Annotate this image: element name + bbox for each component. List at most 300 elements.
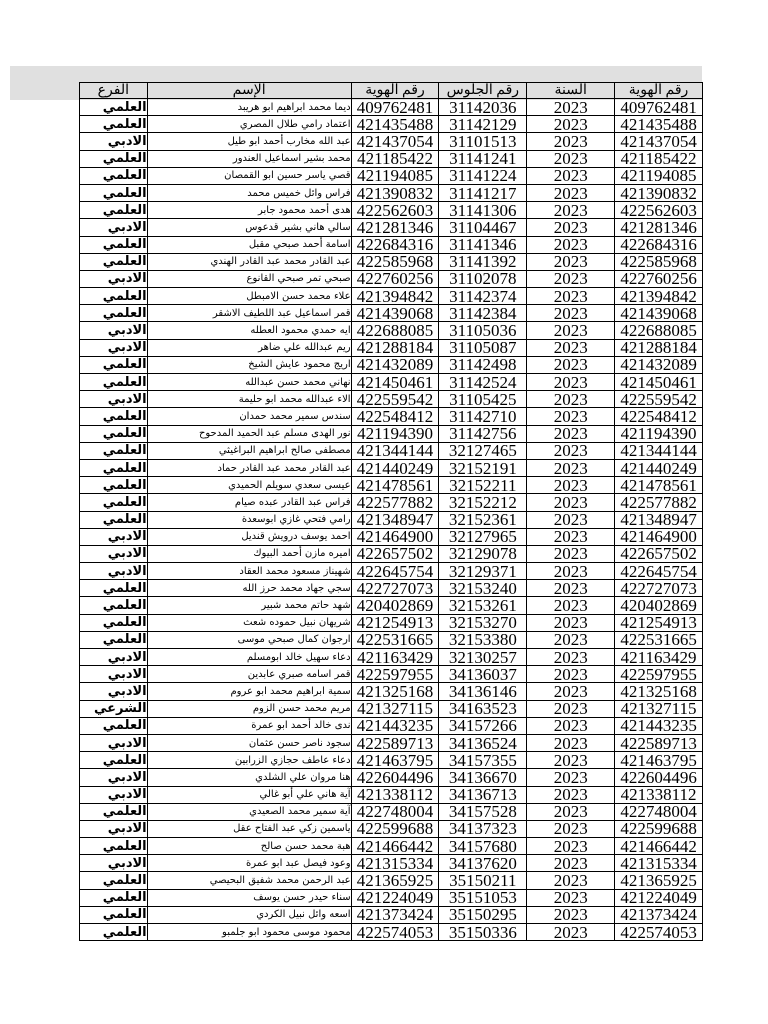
- cell-seat-number: 31105087: [439, 339, 527, 356]
- cell-branch: العلمي: [80, 356, 148, 373]
- table-row: [80, 511, 703, 528]
- cell-name: اسعه وائل نبيل الكردي: [147, 906, 351, 923]
- cell-id-number-2: 422574053: [615, 924, 703, 941]
- cell-branch: الادبي: [80, 528, 148, 545]
- cell-seat-number: 32152211: [439, 477, 527, 494]
- cell-id-number-2: 422604496: [615, 769, 703, 786]
- table-row: [80, 322, 703, 339]
- cell-year: 2023: [527, 184, 615, 201]
- table-row: [80, 477, 703, 494]
- cell-name: سالي هاني بشير قدعوس: [147, 219, 351, 236]
- cell-seat-number: 31142036: [439, 99, 527, 116]
- cell-year: 2023: [527, 511, 615, 528]
- cell-name: ياسمين زكي عبد الفتاح عقل: [147, 820, 351, 837]
- table-row: [80, 459, 703, 476]
- header-branch: الفرع: [80, 83, 148, 99]
- cell-branch: العلمي: [80, 253, 148, 270]
- cell-branch: العلمي: [80, 236, 148, 253]
- cell-id-number: 422574053: [351, 924, 439, 941]
- table-row: [80, 580, 703, 597]
- cell-id-number-2: 421325168: [615, 683, 703, 700]
- cell-seat-number: 35150336: [439, 924, 527, 941]
- cell-branch: العلمي: [80, 580, 148, 597]
- cell-branch: الادبي: [80, 666, 148, 683]
- cell-seat-number: 31142129: [439, 116, 527, 133]
- cell-year: 2023: [527, 786, 615, 803]
- cell-year: 2023: [527, 528, 615, 545]
- cell-id-number: 422559542: [351, 391, 439, 408]
- table-row: [80, 820, 703, 837]
- cell-year: 2023: [527, 253, 615, 270]
- cell-id-number-2: 421440249: [615, 459, 703, 476]
- cell-seat-number: 31142756: [439, 425, 527, 442]
- cell-id-number-2: 422684316: [615, 236, 703, 253]
- cell-id-number-2: 421281346: [615, 219, 703, 236]
- cell-name: شهد حاتم محمد شبير: [147, 597, 351, 614]
- cell-seat-number: 35150211: [439, 872, 527, 889]
- cell-id-number-2: 421365925: [615, 872, 703, 889]
- cell-seat-number: 32153240: [439, 580, 527, 597]
- cell-id-number: 422727073: [351, 580, 439, 597]
- cell-year: 2023: [527, 889, 615, 906]
- table-row: [80, 236, 703, 253]
- cell-id-number: 421440249: [351, 459, 439, 476]
- cell-seat-number: 34136146: [439, 683, 527, 700]
- table-row: [80, 116, 703, 133]
- cell-id-number-2: 421185422: [615, 150, 703, 167]
- table-row: [80, 924, 703, 941]
- cell-id-number: 422645754: [351, 563, 439, 580]
- cell-name: ريم عبدالله علي ضاهر: [147, 339, 351, 356]
- cell-branch: العلمي: [80, 184, 148, 201]
- cell-name: محمود موسى محمود ابو جلمبو: [147, 924, 351, 941]
- table-row: [80, 494, 703, 511]
- cell-name: دعاء عاطف حجازي الزرابين: [147, 752, 351, 769]
- cell-id-number-2: 422645754: [615, 563, 703, 580]
- cell-seat-number: 35150295: [439, 906, 527, 923]
- table-row: [80, 253, 703, 270]
- cell-id-number-2: 421315334: [615, 855, 703, 872]
- cell-year: 2023: [527, 906, 615, 923]
- cell-year: 2023: [527, 580, 615, 597]
- table-row: [80, 563, 703, 580]
- cell-id-number-2: 421394842: [615, 288, 703, 305]
- cell-seat-number: 31141306: [439, 202, 527, 219]
- cell-seat-number: 34136713: [439, 786, 527, 803]
- cell-id-number: 421365925: [351, 872, 439, 889]
- cell-name: فراس عبد القادر عبده صيام: [147, 494, 351, 511]
- cell-id-number-2: 421288184: [615, 339, 703, 356]
- cell-id-number-2: 421464900: [615, 528, 703, 545]
- header-name: الإسم: [147, 83, 351, 99]
- cell-name: سندس سمير محمد حمدان: [147, 408, 351, 425]
- cell-branch: العلمي: [80, 924, 148, 941]
- cell-name: هبة محمد حسن صالح: [147, 838, 351, 855]
- cell-branch: العلمي: [80, 425, 148, 442]
- cell-id-number-2: 421466442: [615, 838, 703, 855]
- cell-name: فراس وائل خميس محمد: [147, 184, 351, 201]
- table-row: [80, 597, 703, 614]
- cell-branch: الادبي: [80, 391, 148, 408]
- cell-year: 2023: [527, 649, 615, 666]
- cell-seat-number: 31141224: [439, 167, 527, 184]
- results-table: [79, 82, 703, 941]
- cell-branch: الادبي: [80, 855, 148, 872]
- cell-id-number: 422688085: [351, 322, 439, 339]
- cell-branch: الادبي: [80, 219, 148, 236]
- cell-year: 2023: [527, 924, 615, 941]
- cell-branch: الادبي: [80, 270, 148, 287]
- cell-id-number: 421437054: [351, 133, 439, 150]
- cell-name: آية هاني علي أبو غالي: [147, 786, 351, 803]
- cell-seat-number: 31141241: [439, 150, 527, 167]
- cell-name: ارجوان كمال صبحي موسى: [147, 631, 351, 648]
- cell-branch: العلمي: [80, 288, 148, 305]
- cell-year: 2023: [527, 683, 615, 700]
- cell-name: عيسى سعدي سويلم الحميدي: [147, 477, 351, 494]
- cell-branch: الادبي: [80, 133, 148, 150]
- cell-name: عبد الرحمن محمد شفيق البحيصي: [147, 872, 351, 889]
- cell-id-number-2: 421338112: [615, 786, 703, 803]
- table-row: [80, 425, 703, 442]
- cell-id-number-2: 421390832: [615, 184, 703, 201]
- table-row: [80, 803, 703, 820]
- cell-seat-number: 32127465: [439, 442, 527, 459]
- header-seat-number: رقم الجلوس: [439, 83, 527, 99]
- cell-seat-number: 35151053: [439, 889, 527, 906]
- cell-id-number: 421288184: [351, 339, 439, 356]
- cell-year: 2023: [527, 305, 615, 322]
- cell-name: هنا مروان علي الشلدي: [147, 769, 351, 786]
- cell-id-number: 421185422: [351, 150, 439, 167]
- cell-id-number-2: 422577882: [615, 494, 703, 511]
- cell-id-number: 422760256: [351, 270, 439, 287]
- cell-year: 2023: [527, 666, 615, 683]
- cell-id-number: 422748004: [351, 803, 439, 820]
- cell-year: 2023: [527, 717, 615, 734]
- cell-name: اسامة أحمد صبحي مقبل: [147, 236, 351, 253]
- cell-year: 2023: [527, 270, 615, 287]
- cell-seat-number: 31142498: [439, 356, 527, 373]
- table-row: [80, 855, 703, 872]
- cell-id-number: 422599688: [351, 820, 439, 837]
- cell-name: قمر اسامه صبري عابدين: [147, 666, 351, 683]
- table-row: [80, 305, 703, 322]
- cell-id-number-2: 421344144: [615, 442, 703, 459]
- table-row: [80, 408, 703, 425]
- cell-branch: العلمي: [80, 459, 148, 476]
- cell-branch: الادبي: [80, 545, 148, 562]
- table-row: [80, 288, 703, 305]
- cell-id-number: 421344144: [351, 442, 439, 459]
- cell-seat-number: 34157266: [439, 717, 527, 734]
- header-year: السنة: [527, 83, 615, 99]
- cell-name: عبد القادر محمد عبد القادر الهندي: [147, 253, 351, 270]
- cell-id-number: 421281346: [351, 219, 439, 236]
- table-row: [80, 614, 703, 631]
- cell-branch: العلمي: [80, 374, 148, 391]
- cell-name: دعاء سهيل خالد ابومسلم: [147, 649, 351, 666]
- cell-id-number-2: 409762481: [615, 99, 703, 116]
- cell-branch: العلمي: [80, 803, 148, 820]
- cell-id-number-2: 422599688: [615, 820, 703, 837]
- table-row: [80, 889, 703, 906]
- cell-branch: الادبي: [80, 734, 148, 751]
- cell-id-number: 421348947: [351, 511, 439, 528]
- cell-id-number: 421432089: [351, 356, 439, 373]
- cell-year: 2023: [527, 133, 615, 150]
- cell-id-number: 421194390: [351, 425, 439, 442]
- cell-name: ديما محمد ابراهيم ابو هريبد: [147, 99, 351, 116]
- cell-seat-number: 34136670: [439, 769, 527, 786]
- cell-id-number: 421327115: [351, 700, 439, 717]
- cell-id-number-2: 421432089: [615, 356, 703, 373]
- cell-id-number: 421163429: [351, 649, 439, 666]
- cell-id-number-2: 422657502: [615, 545, 703, 562]
- cell-year: 2023: [527, 442, 615, 459]
- cell-id-number-2: 422531665: [615, 631, 703, 648]
- cell-id-number-2: 422597955: [615, 666, 703, 683]
- cell-seat-number: 34157528: [439, 803, 527, 820]
- cell-id-number-2: 422589713: [615, 734, 703, 751]
- cell-id-number-2: 422748004: [615, 803, 703, 820]
- cell-seat-number: 31104467: [439, 219, 527, 236]
- cell-branch: العلمي: [80, 494, 148, 511]
- cell-branch: العلمي: [80, 752, 148, 769]
- cell-seat-number: 31105425: [439, 391, 527, 408]
- cell-seat-number: 32153261: [439, 597, 527, 614]
- cell-id-number-2: 422562603: [615, 202, 703, 219]
- cell-id-number-2: 420402869: [615, 597, 703, 614]
- cell-id-number-2: 421327115: [615, 700, 703, 717]
- table-row: [80, 666, 703, 683]
- cell-name: هدى أحمد محمود جابر: [147, 202, 351, 219]
- cell-id-number: 422577882: [351, 494, 439, 511]
- cell-name: سجود ناصر حسن عثمان: [147, 734, 351, 751]
- cell-seat-number: 31142374: [439, 288, 527, 305]
- cell-id-number-2: 421437054: [615, 133, 703, 150]
- table-row: [80, 752, 703, 769]
- cell-name: قمر اسماعيل عبد اللطيف الاشقر: [147, 305, 351, 322]
- cell-id-number: 422684316: [351, 236, 439, 253]
- cell-name: محمد بشير اسماعيل العندور: [147, 150, 351, 167]
- cell-seat-number: 32152361: [439, 511, 527, 528]
- cell-name: سمية ابراهيم محمد ابو عروم: [147, 683, 351, 700]
- cell-seat-number: 31142710: [439, 408, 527, 425]
- cell-id-number: 422597955: [351, 666, 439, 683]
- cell-year: 2023: [527, 734, 615, 751]
- cell-id-number-2: 421373424: [615, 906, 703, 923]
- cell-year: 2023: [527, 752, 615, 769]
- cell-id-number: 421463795: [351, 752, 439, 769]
- cell-id-number-2: 421194390: [615, 425, 703, 442]
- cell-name: علاء محمد حسن الامبطل: [147, 288, 351, 305]
- cell-id-number: 422604496: [351, 769, 439, 786]
- table-row: [80, 872, 703, 889]
- cell-branch: العلمي: [80, 116, 148, 133]
- cell-id-number-2: 421194085: [615, 167, 703, 184]
- cell-id-number: 421466442: [351, 838, 439, 855]
- header-row: [80, 83, 703, 99]
- cell-name: شهيناز مسعود محمد العقاد: [147, 563, 351, 580]
- cell-id-number-2: 422559542: [615, 391, 703, 408]
- cell-id-number: 421464900: [351, 528, 439, 545]
- cell-branch: العلمي: [80, 477, 148, 494]
- table-row: [80, 734, 703, 751]
- cell-seat-number: 34136524: [439, 734, 527, 751]
- cell-year: 2023: [527, 288, 615, 305]
- table-row: [80, 356, 703, 373]
- cell-year: 2023: [527, 459, 615, 476]
- cell-year: 2023: [527, 872, 615, 889]
- cell-seat-number: 31142524: [439, 374, 527, 391]
- cell-branch: الادبي: [80, 563, 148, 580]
- cell-branch: العلمي: [80, 614, 148, 631]
- cell-year: 2023: [527, 597, 615, 614]
- table-row: [80, 786, 703, 803]
- cell-year: 2023: [527, 322, 615, 339]
- cell-id-number: 409762481: [351, 99, 439, 116]
- cell-branch: العلمي: [80, 99, 148, 116]
- cell-id-number-2: 421224049: [615, 889, 703, 906]
- cell-branch: العلمي: [80, 717, 148, 734]
- cell-name: اعتماد رامي طلال المصري: [147, 116, 351, 133]
- cell-branch: الادبي: [80, 649, 148, 666]
- cell-id-number: 421325168: [351, 683, 439, 700]
- cell-id-number-2: 422760256: [615, 270, 703, 287]
- cell-name: وعود فيصل عبد ابو عمرة: [147, 855, 351, 872]
- cell-name: عبد القادر محمد عبد القادر حماد: [147, 459, 351, 476]
- cell-branch: العلمي: [80, 631, 148, 648]
- cell-id-number: 421439068: [351, 305, 439, 322]
- cell-branch: العلمي: [80, 889, 148, 906]
- cell-id-number: 421478561: [351, 477, 439, 494]
- cell-name: نور الهدى مسلم عبد الحميد المدحوح: [147, 425, 351, 442]
- cell-seat-number: 34137620: [439, 855, 527, 872]
- cell-branch: العلمي: [80, 408, 148, 425]
- cell-branch: العلمي: [80, 597, 148, 614]
- header-id-number: رقم الهوية: [351, 83, 439, 99]
- cell-branch: الشرعي: [80, 700, 148, 717]
- cell-id-number-2: 422688085: [615, 322, 703, 339]
- cell-branch: الادبي: [80, 339, 148, 356]
- cell-name: شريهان نبيل حموده شعث: [147, 614, 351, 631]
- cell-seat-number: 32130257: [439, 649, 527, 666]
- cell-seat-number: 32127965: [439, 528, 527, 545]
- cell-year: 2023: [527, 631, 615, 648]
- header-id-number-2: رقم الهوية: [615, 83, 703, 99]
- cell-id-number-2: 422585968: [615, 253, 703, 270]
- cell-name: نهاني محمد حسن عبدالله: [147, 374, 351, 391]
- cell-id-number: 421224049: [351, 889, 439, 906]
- cell-year: 2023: [527, 150, 615, 167]
- table-row: [80, 391, 703, 408]
- cell-year: 2023: [527, 838, 615, 855]
- cell-id-number-2: 421463795: [615, 752, 703, 769]
- cell-seat-number: 31142384: [439, 305, 527, 322]
- table-row: [80, 700, 703, 717]
- cell-year: 2023: [527, 477, 615, 494]
- cell-id-number-2: 421439068: [615, 305, 703, 322]
- cell-seat-number: 32152212: [439, 494, 527, 511]
- cell-id-number: 422585968: [351, 253, 439, 270]
- table-row: [80, 219, 703, 236]
- cell-year: 2023: [527, 374, 615, 391]
- cell-year: 2023: [527, 700, 615, 717]
- cell-name: سناء حيدر حسن يوسف: [147, 889, 351, 906]
- table-row: [80, 133, 703, 150]
- cell-id-number-2: 421443235: [615, 717, 703, 734]
- cell-id-number: 422657502: [351, 545, 439, 562]
- table-row: [80, 838, 703, 855]
- cell-year: 2023: [527, 219, 615, 236]
- cell-id-number: 421450461: [351, 374, 439, 391]
- cell-id-number: 421394842: [351, 288, 439, 305]
- cell-year: 2023: [527, 116, 615, 133]
- table-row: [80, 184, 703, 201]
- cell-id-number: 422562603: [351, 202, 439, 219]
- cell-branch: العلمي: [80, 872, 148, 889]
- cell-seat-number: 32153380: [439, 631, 527, 648]
- cell-name: احمد يوسف درويش قنديل: [147, 528, 351, 545]
- table-row: [80, 202, 703, 219]
- cell-branch: العلمي: [80, 305, 148, 322]
- cell-name: رامي فتحي غازي ابوسعدة: [147, 511, 351, 528]
- cell-name: الاء عبدالله محمد ابو حليمة: [147, 391, 351, 408]
- cell-year: 2023: [527, 425, 615, 442]
- cell-id-number-2: 421450461: [615, 374, 703, 391]
- cell-name: صبحي تمر صبحي القانوع: [147, 270, 351, 287]
- cell-year: 2023: [527, 167, 615, 184]
- cell-year: 2023: [527, 563, 615, 580]
- cell-year: 2023: [527, 236, 615, 253]
- cell-seat-number: 32153270: [439, 614, 527, 631]
- cell-year: 2023: [527, 803, 615, 820]
- table-row: [80, 649, 703, 666]
- cell-year: 2023: [527, 356, 615, 373]
- cell-branch: العلمي: [80, 838, 148, 855]
- table-row: [80, 99, 703, 116]
- cell-id-number-2: 421163429: [615, 649, 703, 666]
- table-row: [80, 150, 703, 167]
- table-row: [80, 906, 703, 923]
- cell-id-number: 422531665: [351, 631, 439, 648]
- cell-year: 2023: [527, 391, 615, 408]
- cell-name: مريم محمد حسن الزوم: [147, 700, 351, 717]
- cell-year: 2023: [527, 769, 615, 786]
- cell-id-number: 421435488: [351, 116, 439, 133]
- cell-seat-number: 31101513: [439, 133, 527, 150]
- cell-name: سجي جهاد محمد حرز الله: [147, 580, 351, 597]
- cell-seat-number: 32129371: [439, 563, 527, 580]
- cell-branch: العلمي: [80, 511, 148, 528]
- cell-id-number-2: 421478561: [615, 477, 703, 494]
- cell-id-number: 421373424: [351, 906, 439, 923]
- table-row: [80, 545, 703, 562]
- table-row: [80, 717, 703, 734]
- cell-year: 2023: [527, 545, 615, 562]
- cell-name: آية سمير محمد الصعيدي: [147, 803, 351, 820]
- cell-name: عبد الله مخارب أحمد ابو طيل: [147, 133, 351, 150]
- cell-id-number: 421194085: [351, 167, 439, 184]
- cell-branch: الادبي: [80, 820, 148, 837]
- table-row: [80, 442, 703, 459]
- cell-id-number-2: 422727073: [615, 580, 703, 597]
- cell-year: 2023: [527, 820, 615, 837]
- cell-seat-number: 31141346: [439, 236, 527, 253]
- cell-year: 2023: [527, 614, 615, 631]
- cell-id-number: 420402869: [351, 597, 439, 614]
